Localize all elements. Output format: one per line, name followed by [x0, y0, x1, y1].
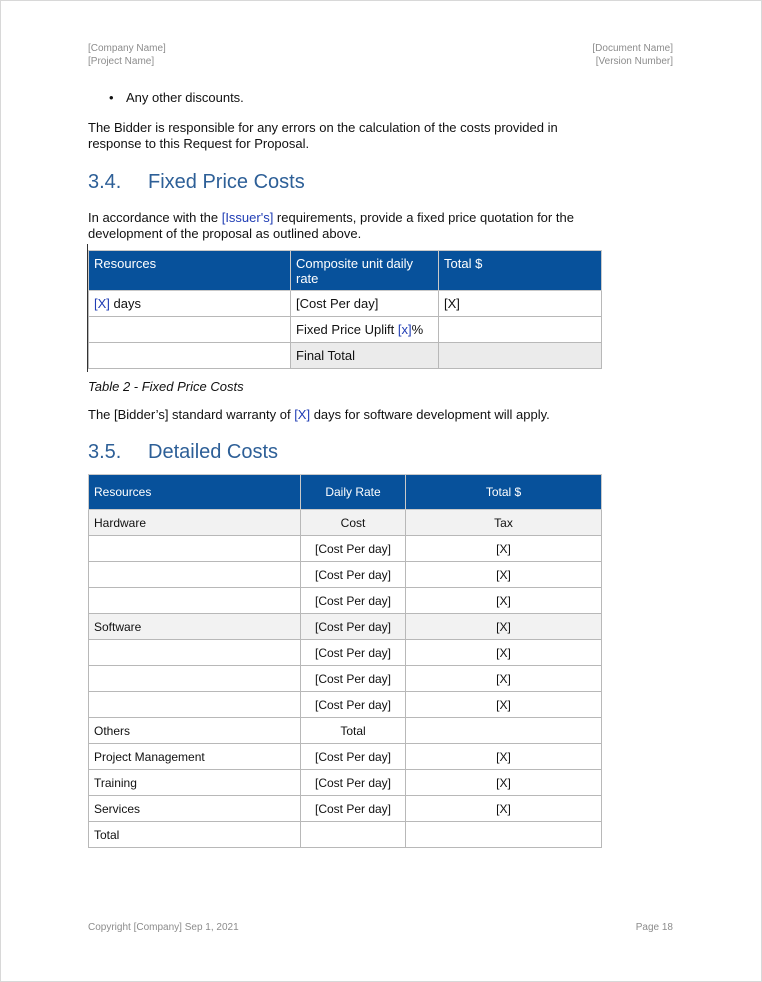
- header-resources: Resources: [89, 475, 301, 510]
- table-caption: Table 2 - Fixed Price Costs: [88, 379, 244, 394]
- total-cell: [X]: [406, 588, 602, 614]
- total-cell: [X]: [406, 666, 602, 692]
- company-name: [Company Name]: [88, 43, 166, 54]
- section-heading-detailed-costs: [88, 439, 602, 465]
- warranty-paragraph: [88, 407, 602, 423]
- resource-cell: [89, 536, 301, 562]
- bullet-item: [88, 90, 602, 106]
- fixed-price-paragraph: [88, 210, 602, 242]
- uplift-text: Fixed Price Uplift: [296, 322, 398, 337]
- table-row: [89, 510, 602, 536]
- total-cell: [X]: [439, 291, 602, 317]
- uplift-percent: %: [411, 322, 424, 337]
- version-number: [Version Number]: [595, 56, 673, 67]
- responsibility-paragraph: The Bidder is responsible for any errors on the calculation of the costs provided in response to this Request for Proposal.: [88, 120, 558, 151]
- table-header-row: [89, 251, 602, 291]
- section-title: Fixed Price Costs: [148, 171, 305, 193]
- rate-cell: [Cost Per day]: [301, 692, 406, 718]
- empty-cell: [439, 343, 602, 369]
- uplift-cell: [291, 317, 439, 343]
- table-row: [89, 822, 602, 848]
- issuer-placeholder: [Issuer's]: [221, 210, 274, 225]
- final-total-cell: Final Total: [291, 343, 439, 369]
- detailed-costs-body: [89, 510, 602, 848]
- section-number: 3.5.: [88, 441, 122, 463]
- rate-cell: [Cost Per day]: [301, 744, 406, 770]
- total-cell: [X]: [406, 614, 602, 640]
- table-row: [89, 744, 602, 770]
- warranty-placeholder: [X]: [294, 407, 311, 422]
- table-row: [89, 291, 602, 317]
- warranty-text: days for software development will apply.: [310, 407, 550, 422]
- section-number: 3.4.: [88, 171, 122, 193]
- total-cell: [X]: [406, 640, 602, 666]
- section-title: Detailed Costs: [148, 441, 279, 463]
- header-composite-rate: Composite unit daily rate: [291, 251, 439, 291]
- page-content: [88, 90, 602, 848]
- rate-cell: [Cost Per day]: [301, 666, 406, 692]
- table-row: [89, 317, 602, 343]
- rate-cell: [Cost Per day]: [301, 588, 406, 614]
- header-daily-rate: Daily Rate: [301, 475, 406, 510]
- header-total: Total $: [439, 251, 602, 291]
- empty-cell: [89, 343, 291, 369]
- table-row: [89, 692, 602, 718]
- empty-cell: [89, 317, 291, 343]
- table-row: [89, 343, 602, 369]
- rate-cell: Cost: [301, 510, 406, 536]
- warranty-text: The [Bidder’s] standard warranty of: [88, 407, 295, 422]
- days-text: days: [109, 296, 141, 311]
- bullet-dot-icon: •: [109, 90, 114, 105]
- total-cell: [X]: [406, 770, 602, 796]
- rate-cell: [Cost Per day]: [301, 640, 406, 666]
- resource-cell: [89, 692, 301, 718]
- document-name: [Document Name]: [592, 43, 673, 54]
- rate-cell: [Cost Per day]: [301, 614, 406, 640]
- total-cell: [406, 822, 602, 848]
- total-cell: [406, 718, 602, 744]
- project-name: [Project Name]: [88, 56, 155, 67]
- footer-copyright: Copyright [Company] Sep 1, 2021: [88, 922, 239, 933]
- resource-cell: Total: [89, 822, 301, 848]
- total-cell: [X]: [406, 562, 602, 588]
- header-resources: Resources: [89, 251, 291, 291]
- header-right: [592, 42, 673, 68]
- footer-page-number: Page 18: [635, 922, 673, 933]
- days-cell: [89, 291, 291, 317]
- rate-cell: [Cost Per day]: [301, 562, 406, 588]
- table-edge-line: [87, 244, 88, 372]
- table-row: [89, 666, 602, 692]
- resource-cell: [89, 666, 301, 692]
- resource-cell: [89, 640, 301, 666]
- resource-cell: Services: [89, 796, 301, 822]
- header-total: Total $: [406, 475, 602, 510]
- header-left: [88, 42, 166, 68]
- table-row: [89, 588, 602, 614]
- table-row: [89, 796, 602, 822]
- total-cell: [X]: [406, 796, 602, 822]
- resource-cell: Training: [89, 770, 301, 796]
- rate-cell: [Cost Per day]: [301, 796, 406, 822]
- para-text: requirements, provide a fixed price quotation for the development of the proposal as outlined above.: [88, 210, 574, 241]
- resource-cell: Others: [89, 718, 301, 744]
- table-row: [89, 562, 602, 588]
- fixed-price-table-wrap: [88, 250, 602, 369]
- table-row: [89, 770, 602, 796]
- bullet-text: Any other discounts.: [126, 90, 244, 105]
- resource-cell: Software: [89, 614, 301, 640]
- table-row: [89, 640, 602, 666]
- total-cell: [X]: [406, 744, 602, 770]
- days-placeholder: [X]: [94, 296, 110, 311]
- total-cell: [X]: [406, 692, 602, 718]
- resource-cell: Hardware: [89, 510, 301, 536]
- total-cell: [X]: [406, 536, 602, 562]
- rate-cell: [Cost Per day]: [301, 770, 406, 796]
- section-heading-fixed-price: [88, 169, 602, 195]
- resource-cell: [89, 562, 301, 588]
- table-row: [89, 614, 602, 640]
- resource-cell: [89, 588, 301, 614]
- para-text: In accordance with the: [88, 210, 222, 225]
- table-row: [89, 718, 602, 744]
- rate-cell: Total: [301, 718, 406, 744]
- total-cell: Tax: [406, 510, 602, 536]
- rate-cell: [Cost Per day]: [301, 536, 406, 562]
- rate-cell: [301, 822, 406, 848]
- table-row: [89, 536, 602, 562]
- rate-cell: [Cost Per day]: [291, 291, 439, 317]
- table-header-row: [89, 475, 602, 510]
- fixed-price-table: [88, 250, 602, 369]
- resource-cell: Project Management: [89, 744, 301, 770]
- detailed-costs-table: [88, 474, 602, 848]
- uplift-placeholder: [x]: [397, 322, 412, 337]
- empty-cell: [439, 317, 602, 343]
